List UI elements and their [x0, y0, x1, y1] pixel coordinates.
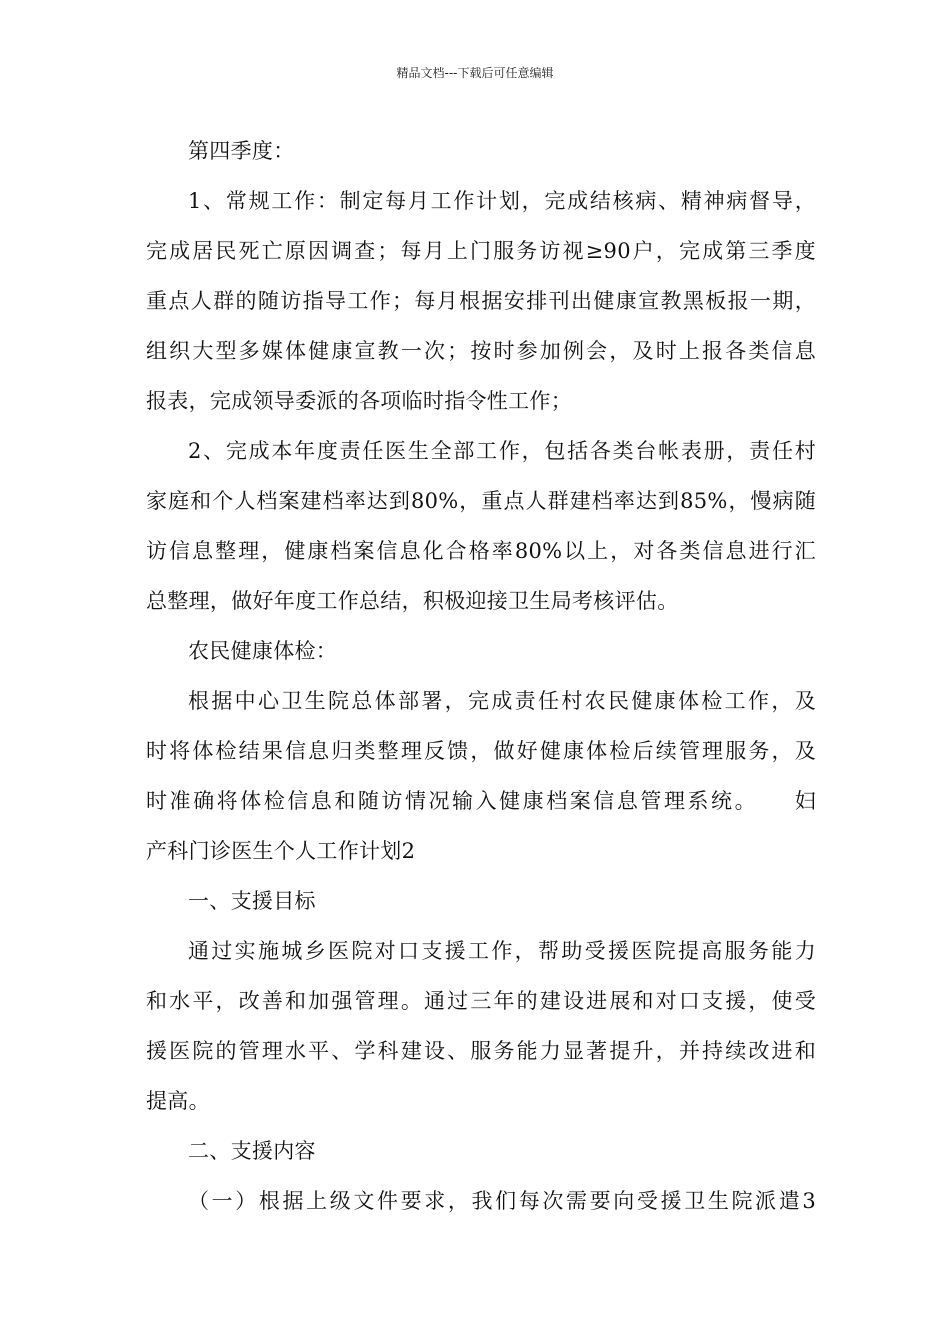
- paragraph-line: 完成居民死亡原因调查；每月上门服务访视≥90户，完成第三季度: [146, 239, 816, 263]
- paragraph-line: 1、常规工作：制定每月工作计划，完成结核病、精神病督导，: [188, 189, 816, 213]
- paragraph-line: 时将体检结果信息归类整理反馈，做好健康体检后续管理服务，及: [146, 739, 816, 763]
- page-header: 精品文档---下载后可任意编辑: [396, 66, 554, 80]
- paragraph-line: 报表，完成领导委派的各项临时指令性工作；: [146, 389, 572, 413]
- paragraph-line: 提高。: [146, 1089, 210, 1113]
- paragraph-line: 总整理，做好年度工作总结，积极迎接卫生局考核评估。: [146, 589, 679, 613]
- paragraph-line: 和水平，改善和加强管理。通过三年的建设进展和对口支援，使受: [146, 989, 816, 1013]
- paragraph-line: 访信息整理，健康档案信息化合格率80%以上，对各类信息进行汇: [146, 539, 816, 563]
- paragraph-line: 产科门诊医生个人工作计划2: [146, 839, 416, 863]
- paragraph-line: 时准确将体检信息和随访情况输入健康档案信息管理系统。 妇: [146, 789, 816, 813]
- paragraph-line: 援医院的管理水平、学科建设、服务能力显著提升，并持续改进和: [146, 1039, 816, 1063]
- paragraph-line: 2、完成本年度责任医生全部工作，包括各类台帐表册，责任村: [188, 439, 816, 463]
- paragraph-line: 根据中心卫生院总体部署，完成责任村农民健康体检工作，及: [188, 689, 816, 713]
- paragraph-line: 组织大型多媒体健康宣教一次；按时参加例会，及时上报各类信息: [146, 339, 816, 363]
- paragraph-line: 通过实施城乡医院对口支援工作，帮助受援医院提高服务能力: [188, 939, 816, 963]
- heading-q4: 第四季度：: [188, 139, 295, 163]
- paragraph-line: （一）根据上级文件要求，我们每次需要向受援卫生院派遣3: [188, 1189, 816, 1213]
- paragraph-line: 重点人群的随访指导工作；每月根据安排刊出健康宣教黑板报一期，: [146, 289, 816, 313]
- heading-farmer-checkup: 农民健康体检：: [188, 639, 338, 663]
- heading-support-goal: 一、支援目标: [188, 889, 316, 913]
- heading-support-content: 二、支援内容: [188, 1139, 316, 1163]
- paragraph-line: 家庭和个人档案建档率达到80%，重点人群建档率达到85%，慢病随: [146, 489, 816, 513]
